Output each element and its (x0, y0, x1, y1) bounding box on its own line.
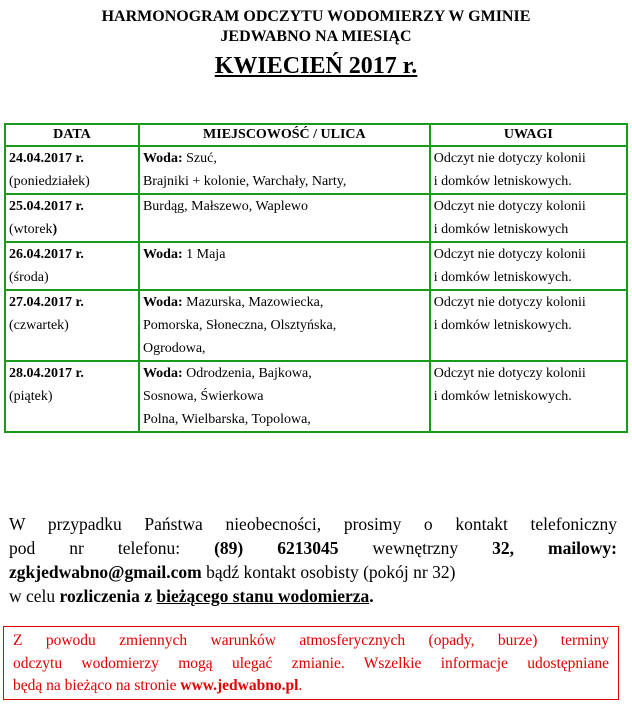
underlined-phrase: bieżącego stanu wodomierza (156, 586, 370, 606)
table-row (5, 290, 627, 361)
phone-number: (89) 6213045 (214, 538, 339, 558)
date-cell (5, 242, 139, 290)
notes-cell (430, 242, 627, 290)
row-day: (piątek) (9, 389, 53, 404)
location-line: Brajniki + kolonie, Warchały, Narty, (142, 174, 347, 189)
location-cell (139, 361, 430, 432)
table-header-row (5, 124, 627, 146)
location-line: Burdąg, Małszewo, Waplewo (142, 199, 308, 214)
location-line: Odrodzenia, Bajkowa, (182, 366, 312, 381)
contact-line: pod nr telefonu: (89) 6213045 wewnętrzny 32, mailowy: (9, 538, 618, 558)
email-address: zgkjedwabno@gmail.com (9, 562, 202, 582)
notes-cell (430, 361, 627, 432)
note-line: Odczyt nie dotyczy kolonii (433, 366, 586, 381)
water-label: Woda: (142, 366, 183, 381)
contact-line: w celu rozliczenia z bieżącego stanu wodomierza. (9, 586, 374, 606)
location-line: Ogrodowa, (142, 341, 206, 356)
warning-line: będą na bieżąco na stronie www.jedwabno.pl. (13, 677, 303, 694)
doc-title-line1: HARMONOGRAM ODCZYTU WODOMIERZY W GMINIE (101, 8, 531, 25)
table-row (5, 242, 627, 290)
row-day: (czwartek) (9, 318, 69, 333)
date-cell (5, 194, 139, 242)
note-line: Odczyt nie dotyczy kolonii (433, 199, 586, 214)
doc-month-title: KWIECIEŃ 2017 r. (214, 53, 418, 79)
warning-line: odczytu wodomierzy mogą ulegać zmianie. Wszelkie informacje udostępniane (13, 654, 609, 672)
location-cell (139, 290, 430, 361)
note-line: i domków letniskowych. (433, 318, 572, 333)
note-line: Odczyt nie dotyczy kolonii (433, 151, 586, 166)
water-label: Woda: (142, 295, 183, 310)
notes-cell (430, 146, 627, 194)
location-line: Pomorska, Słoneczna, Olsztyńska, (142, 318, 337, 333)
location-cell (139, 194, 430, 242)
location-line: 1 Maja (182, 247, 226, 262)
note-line: i domków letniskowych (433, 222, 569, 237)
date-cell (5, 290, 139, 361)
row-day: (środa) (9, 270, 49, 285)
notes-cell (430, 194, 627, 242)
row-date: 26.04.2017 r. (9, 247, 84, 262)
location-line: Polna, Wielbarska, Topolowa, (142, 412, 311, 427)
note-line: i domków letniskowych. (433, 389, 572, 404)
date-cell (5, 146, 139, 194)
contact-line: W przypadku Państwa nieobecności, prosimy o kontakt telefoniczny (9, 514, 617, 534)
water-label: Woda: (142, 151, 183, 166)
phone-extension: 32, mailowy: (492, 538, 618, 558)
table-row (5, 361, 627, 432)
location-line: Szuć, (182, 151, 217, 166)
header-notes: UWAGI (430, 124, 627, 146)
schedule-table (4, 123, 628, 433)
contact-info (9, 512, 617, 608)
website-link[interactable]: www.jedwabno.pl (180, 677, 299, 694)
warning-line: Z powodu zmiennych warunków atmosferycznych (opady, burze) terminy (13, 632, 609, 649)
doc-title-line2: JEDWABNO NA MIESIĄC (220, 28, 412, 45)
row-date: 27.04.2017 r. (9, 295, 84, 310)
water-label: Woda: (142, 247, 183, 262)
location-cell (139, 146, 430, 194)
contact-line: zgkjedwabno@gmail.com bądź kontakt osobisty (pokój nr 32) (9, 562, 456, 582)
note-line: Odczyt nie dotyczy kolonii (433, 247, 586, 262)
table-row (5, 194, 627, 242)
table-row (5, 146, 627, 194)
location-line: Sosnowa, Świerkowa (142, 389, 264, 404)
header-location: MIEJSCOWOŚĆ / ULICA (139, 124, 430, 146)
header-date: DATA (5, 124, 139, 146)
row-day: (poniedziałek) (9, 174, 90, 189)
row-date: 28.04.2017 r. (9, 366, 84, 381)
row-date: 25.04.2017 r. (9, 199, 84, 214)
notes-cell (430, 290, 627, 361)
row-day: (wtorek) (9, 222, 58, 237)
date-cell (5, 361, 139, 432)
location-line: Mazurska, Mazowiecka, (182, 295, 324, 310)
row-date: 24.04.2017 r. (9, 151, 84, 166)
note-line: i domków letniskowych. (433, 174, 572, 189)
note-line: Odczyt nie dotyczy kolonii (433, 295, 586, 310)
note-line: i domków letniskowych. (433, 270, 572, 285)
warning-box (3, 626, 619, 700)
location-cell (139, 242, 430, 290)
